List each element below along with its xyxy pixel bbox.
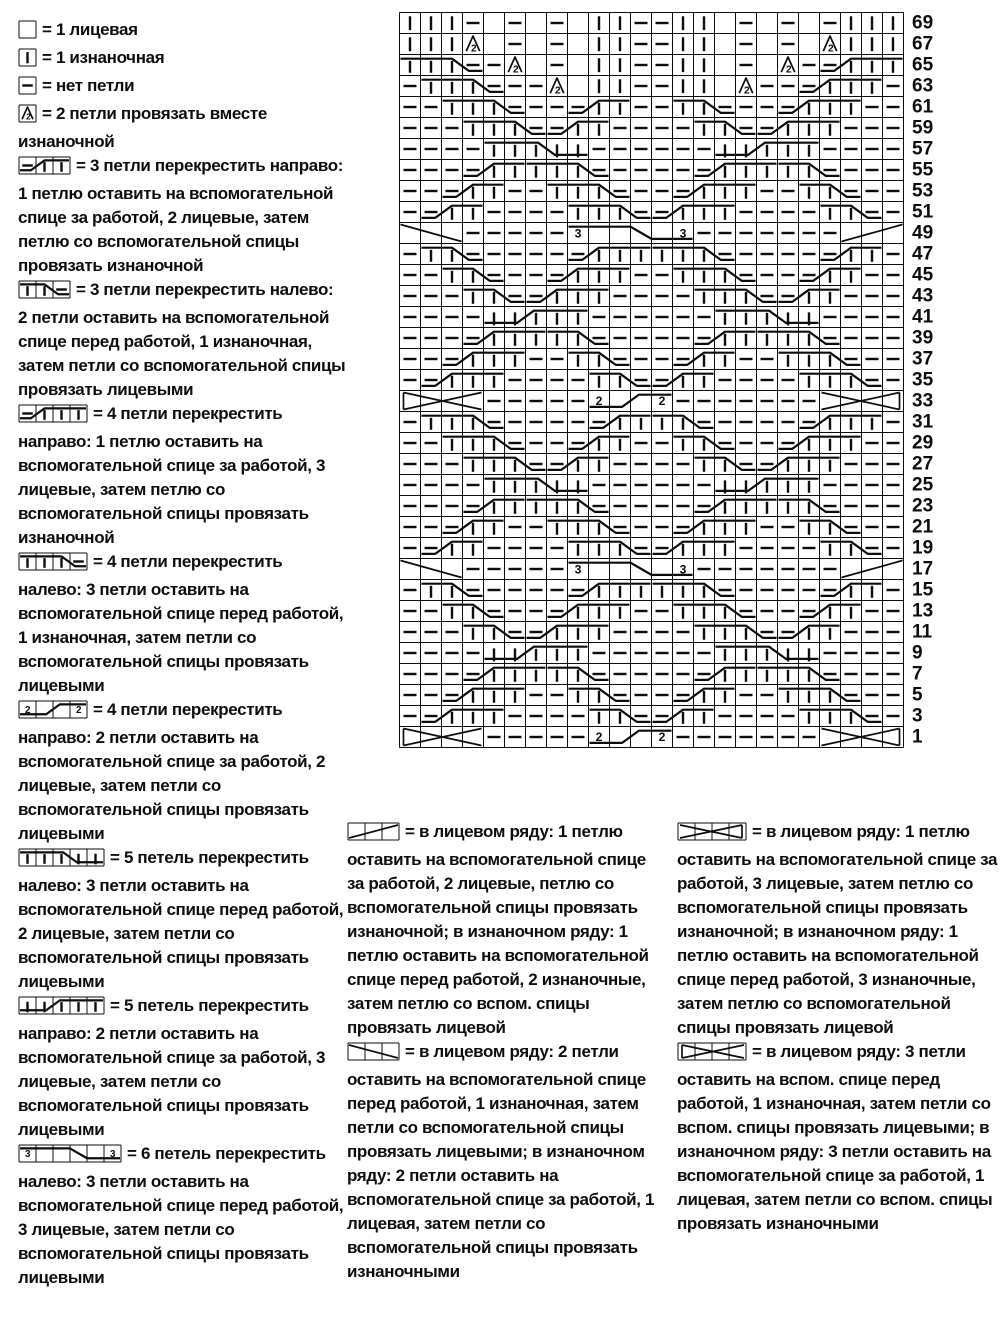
row-number: 25 bbox=[912, 474, 934, 496]
row-number: 27 bbox=[912, 453, 934, 475]
legend-text: = 4 петли перекрестить направо: 2 петли оставить на вспомогательной спице за работой, 2 лицевые, затем петли со вспомогательной спицы провязать лицевыми bbox=[18, 700, 326, 843]
row-number: 13 bbox=[912, 600, 934, 622]
legend-text: = нет петли bbox=[42, 76, 135, 95]
svg-text:2: 2 bbox=[595, 730, 603, 745]
legend-column-left bbox=[18, 18, 346, 1290]
legend-symbol-wrap bbox=[18, 76, 37, 102]
legend-text: = 5 петель перекрестить направо: 2 петли оставить на вспомогательной спице за работой, 3 лицевые, затем петли со вспомогательной спицы провязать лицевыми bbox=[18, 996, 326, 1139]
legend-entry-c6l bbox=[18, 1142, 346, 1290]
row-number: 69 bbox=[912, 12, 934, 34]
legend-symbol-c4r bbox=[18, 404, 88, 423]
legend-symbol-wrap bbox=[18, 48, 37, 74]
legend-column-bottom-middle bbox=[347, 820, 661, 1284]
row-number: 49 bbox=[912, 222, 934, 244]
legend-entry-c3l bbox=[18, 278, 346, 402]
svg-text:3: 3 bbox=[679, 226, 687, 241]
legend-symbol-p bbox=[18, 48, 37, 67]
svg-text:2: 2 bbox=[75, 704, 82, 716]
legend-symbol-k bbox=[18, 20, 37, 39]
legend-symbol-c3l bbox=[18, 280, 71, 299]
row-number: 33 bbox=[912, 390, 934, 412]
row-number: 21 bbox=[912, 516, 934, 538]
svg-text:2: 2 bbox=[828, 43, 834, 55]
row-number: 57 bbox=[912, 138, 934, 160]
row-number: 45 bbox=[912, 264, 934, 286]
svg-text:2: 2 bbox=[595, 394, 603, 409]
row-number: 31 bbox=[912, 411, 934, 433]
row-number: 53 bbox=[912, 180, 934, 202]
row-number: 43 bbox=[912, 285, 934, 307]
svg-text:2: 2 bbox=[471, 43, 477, 55]
legend-text: = 6 петель перекрестить налево: 3 петли оставить на вспомогательной спице перед работой, 3 лицевые, затем петли со вспомогательной спицы провязать лицевыми bbox=[18, 1144, 344, 1287]
svg-text:2: 2 bbox=[555, 85, 561, 97]
legend-symbol-c5r bbox=[18, 996, 105, 1015]
legend-symbol-wrap bbox=[18, 552, 88, 578]
row-number: 47 bbox=[912, 243, 934, 265]
row-number: 41 bbox=[912, 306, 934, 328]
row-number: 1 bbox=[912, 726, 923, 748]
legend-text: = 4 петли перекрестить налево: 3 петли оставить на вспомогательной спице перед работой, 1 изнаночная, затем петли со вспомогательной спицы провязать лицевыми bbox=[18, 552, 344, 695]
legend-symbol-wrap bbox=[347, 1042, 400, 1068]
legend-symbol-n bbox=[18, 76, 37, 95]
legend-symbol-wrap bbox=[18, 404, 88, 430]
svg-text:3: 3 bbox=[574, 226, 582, 241]
legend-entry-c5l bbox=[18, 846, 346, 994]
row-number: 15 bbox=[912, 579, 934, 601]
legend-symbol-wrap bbox=[18, 996, 105, 1022]
row-number: 61 bbox=[912, 96, 934, 118]
legend-symbol-wrap bbox=[18, 156, 71, 182]
legend-text: = в лицевом ряду: 3 петли оставить на вспом. спице перед работой, 1 изнаночная, затем петли со вспом. спицы провязать лицевыми; в изнаночном ряду: 3 петли оставить на вспомогательной спице за работой, 1 лицевая, затем петли со вспом. спицы провязать изнаночными bbox=[677, 1042, 993, 1233]
svg-text:2: 2 bbox=[24, 704, 31, 716]
svg-text:2: 2 bbox=[513, 64, 519, 76]
legend-entry-c4k bbox=[18, 698, 346, 846]
legend-text: = 1 лицевая bbox=[42, 20, 138, 39]
legend-entry-c4l bbox=[18, 550, 346, 698]
svg-text:2: 2 bbox=[786, 64, 792, 76]
legend-symbol-x4l bbox=[677, 1042, 747, 1061]
svg-text:3: 3 bbox=[679, 562, 687, 577]
svg-text:2: 2 bbox=[658, 730, 666, 745]
legend-entry-p bbox=[18, 46, 346, 74]
row-number: 19 bbox=[912, 537, 934, 559]
legend-symbol-wrap bbox=[18, 1144, 122, 1170]
row-number: 11 bbox=[912, 621, 933, 643]
legend-symbol-A bbox=[18, 104, 37, 123]
legend-text: = 2 петли провязать вместе изнаночной bbox=[18, 104, 267, 151]
legend-entry-A bbox=[18, 102, 346, 154]
legend-symbol-x3r bbox=[347, 822, 400, 841]
legend-text: = 1 изнаночная bbox=[42, 48, 165, 67]
row-number: 63 bbox=[912, 75, 934, 97]
svg-text:2: 2 bbox=[658, 394, 666, 409]
legend-symbol-c5l bbox=[18, 848, 105, 867]
legend-symbol-wrap bbox=[18, 280, 71, 306]
legend-entry-x4r bbox=[677, 820, 999, 1040]
legend-symbol-c6l bbox=[18, 1144, 122, 1163]
legend-symbol-wrap bbox=[18, 848, 105, 874]
legend-symbol-wrap bbox=[18, 104, 37, 130]
svg-text:2: 2 bbox=[26, 112, 31, 122]
legend-symbol-c3r bbox=[18, 156, 71, 175]
row-number: 23 bbox=[912, 495, 934, 517]
legend-entry-x3r bbox=[347, 820, 661, 1040]
row-number: 5 bbox=[912, 684, 923, 706]
legend-text: = в лицевом ряду: 1 петлю оставить на вспомогательной спице за работой, 2 лицевые, петлю со вспомогательной спицы провязать изнаночной; в изнаночном ряду: 1 петлю оставить на вспомогательной спице перед работой, 2 изнаночные, затем петлю со вспом. спицы провязать лицевой bbox=[347, 822, 649, 1037]
svg-text:2: 2 bbox=[744, 85, 750, 97]
legend-text: = 4 петли перекрестить направо: 1 петлю оставить на вспомогательной спице за работой, 3 лицевые, затем петлю со вспомогательной спицы провязать изнаночной bbox=[18, 404, 326, 547]
legend-symbol-wrap bbox=[347, 822, 400, 848]
svg-text:3: 3 bbox=[574, 562, 582, 577]
row-number: 29 bbox=[912, 432, 934, 454]
legend-symbol-wrap bbox=[677, 822, 747, 848]
legend-symbol-c4l bbox=[18, 552, 88, 571]
row-number: 35 bbox=[912, 369, 934, 391]
legend-entry-x4l bbox=[677, 1040, 999, 1236]
legend-entry-c5r bbox=[18, 994, 346, 1142]
row-number: 51 bbox=[912, 201, 934, 223]
row-number: 9 bbox=[912, 642, 923, 664]
svg-text:3: 3 bbox=[109, 1149, 116, 1161]
legend-text: = в лицевом ряду: 2 петли оставить на вспомогательной спице перед работой, 1 изнаночная, затем петли со вспомогательной спицы провязать лицевыми; в изнаночном ряду: 2 петли оставить на вспомогательной спице за работой, 1 лицевая, затем петли со вспомогательной спицы провязать изнаночными bbox=[347, 1042, 655, 1281]
row-number: 59 bbox=[912, 117, 934, 139]
legend-text: = 5 петель перекрестить налево: 3 петли оставить на вспомогательной спице перед работой, 2 лицевые, затем петли со вспомогательной спицы провязать лицевыми bbox=[18, 848, 344, 991]
legend-symbol-c4k bbox=[18, 700, 88, 719]
legend-symbol-wrap bbox=[18, 20, 37, 46]
svg-text:3: 3 bbox=[24, 1149, 31, 1161]
legend-entry-k bbox=[18, 18, 346, 46]
row-number: 39 bbox=[912, 327, 934, 349]
legend-entry-n bbox=[18, 74, 346, 102]
row-number: 7 bbox=[912, 663, 923, 685]
row-number: 37 bbox=[912, 348, 934, 370]
legend-text: = в лицевом ряду: 1 петлю оставить на вспомогательной спице за работой, 3 лицевые, затем петлю со вспомогательной спицы провязать изнаночной; в изнаночном ряду: 1 петлю оставить на вспомогательной спице перед работой, 3 изнаночные, затем петлю со вспомогательной спицы провязать лицевой bbox=[677, 822, 998, 1037]
knitting-chart-svg bbox=[399, 12, 945, 749]
legend-entry-c4r bbox=[18, 402, 346, 550]
row-number: 17 bbox=[912, 558, 934, 580]
legend-text: = 3 петли перекрестить направо: 1 петлю оставить на вспомогательной спице за работой, 2 лицевые, затем петлю со вспомогательной спицы провязать изнаночной bbox=[18, 156, 344, 275]
legend-column-bottom-right bbox=[677, 820, 999, 1236]
row-number: 65 bbox=[912, 54, 934, 76]
row-number: 3 bbox=[912, 705, 923, 727]
legend-entry-c3r bbox=[18, 154, 346, 278]
knitting-chart bbox=[399, 12, 945, 754]
legend-symbol-wrap bbox=[677, 1042, 747, 1068]
legend-entry-x3l bbox=[347, 1040, 661, 1284]
row-number: 67 bbox=[912, 33, 934, 55]
legend-text: = 3 петли перекрестить налево: 2 петли оставить на вспомогательной спице перед работой, 1 изнаночная, затем петли со вспомогательной спицы провязать лицевыми bbox=[18, 280, 346, 399]
legend-symbol-x4r bbox=[677, 822, 747, 841]
row-number: 55 bbox=[912, 159, 934, 181]
legend-symbol-wrap bbox=[18, 700, 88, 726]
legend-symbol-x3l bbox=[347, 1042, 400, 1061]
